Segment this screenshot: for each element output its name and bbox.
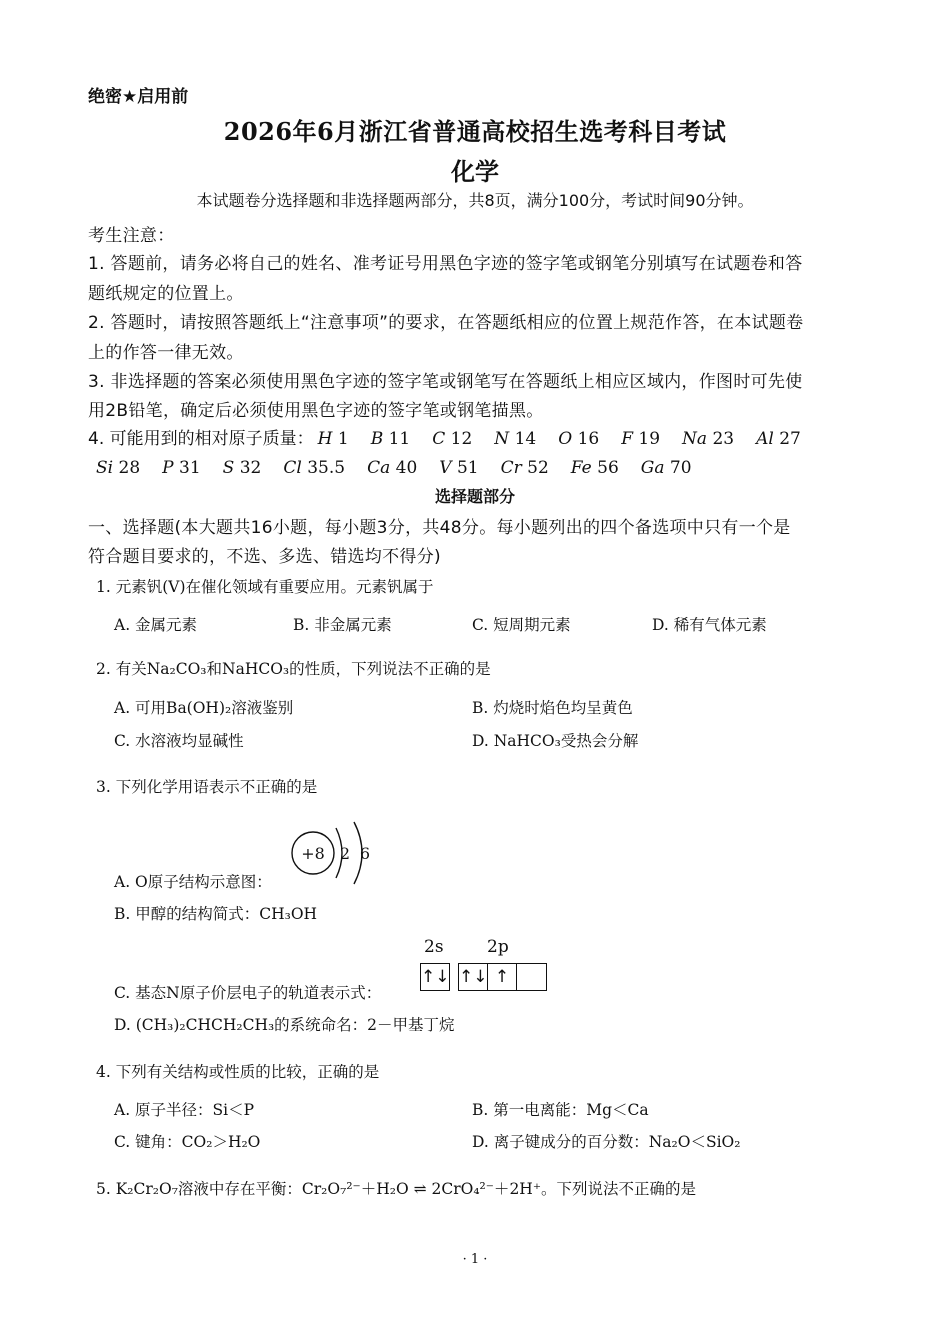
notice-item-2-line-1: 2. 答题时，请按照答题纸上“注意事项”的要求，在答题纸相应的位置上规范作答，在本试题卷 — [88, 313, 804, 333]
notice-item-3-line-1: 3. 非选择题的答案必须使用黑色字迹的签字笔或钢笔写在答题纸上相应区域内，作图时可先使 — [88, 372, 803, 392]
atomic-mass-list — [88, 425, 878, 483]
orbital-cell-2s: ↑↓ — [421, 967, 450, 987]
orbital-box-2p — [458, 963, 547, 991]
atomic-mass-entry: Cl 35.5 — [283, 458, 346, 478]
question-4-stem: 4. 下列有关结构或性质的比较，正确的是 — [96, 1063, 380, 1081]
atomic-mass-entry: Fe 56 — [570, 458, 619, 478]
notice-heading: 考生注意： — [88, 226, 175, 246]
question-1-option-d: D. 稀有气体元素 — [652, 616, 767, 634]
orbital-label-2p: 2p — [487, 937, 509, 957]
question-4-option-b: B. 第一电离能：Mg＜Ca — [472, 1101, 649, 1119]
question-3-option-a: A. O原子结构示意图： — [114, 873, 272, 891]
exam-intro: 本试题卷分选择题和非选择题两部分，共8页，满分100分，考试时间90分钟。 — [196, 191, 754, 210]
question-2-option-a: A. 可用Ba(OH)₂溶液鉴别 — [114, 699, 294, 717]
question-4-option-d: D. 离子键成分的百分数：Na₂O＜SiO₂ — [472, 1133, 741, 1151]
notice-item-3-line-2: 用2B铅笔，确定后必须使用黑色字迹的签字笔或钢笔描黑。 — [88, 401, 544, 421]
atomic-mass-entry: C 12 — [432, 429, 473, 449]
orbital-cell-2p-2: ↑ — [488, 964, 517, 990]
part1-instructions-line-1: 一、选择题(本大题共16小题，每小题3分，共48分。每小题列出的四个备选项中只有一个是 — [88, 518, 791, 538]
question-1-option-a: A. 金属元素 — [114, 616, 198, 634]
atomic-mass-entry: Ga 70 — [640, 458, 692, 478]
atomic-mass-entry: Ca 40 — [367, 458, 418, 478]
nucleus-charge: +8 — [301, 844, 325, 863]
question-3-stem: 3. 下列化学用语表示不正确的是 — [96, 778, 318, 796]
atomic-mass-entry: S 32 — [222, 458, 262, 478]
atomic-mass-entry: P 31 — [162, 458, 201, 478]
atomic-mass-entry: Cr 52 — [500, 458, 549, 478]
atomic-mass-entry: Al 27 — [756, 429, 801, 449]
atomic-mass-prefix: 4. 可能用到的相对原子质量： — [88, 429, 314, 449]
question-2-option-d: D. NaHCO₃受热会分解 — [472, 732, 639, 750]
exam-title: 2026年6月浙江省普通高校招生选考科目考试 — [223, 117, 727, 146]
question-4-option-c: C. 键角：CO₂＞H₂O — [114, 1133, 261, 1151]
atomic-mass-entry: V 51 — [439, 458, 479, 478]
atomic-mass-entry: Na 23 — [682, 429, 735, 449]
shell-1-electrons: 2 — [339, 844, 351, 863]
confidential-label: 绝密★启用前 — [88, 87, 189, 107]
atomic-mass-entry: N 14 — [494, 429, 537, 449]
orbital-cell-2p-3 — [517, 964, 546, 990]
question-2-option-c: C. 水溶液均显碱性 — [114, 732, 244, 750]
page-number: · 1 · — [462, 1252, 488, 1267]
question-3-option-d: D. (CH₃)₂CHCH₂CH₃的系统命名：2－甲基丁烷 — [114, 1016, 455, 1034]
shell-2-electrons: 6 — [359, 844, 371, 863]
subject-title: 化学 — [451, 158, 499, 186]
atomic-mass-entry: B 11 — [370, 429, 411, 449]
question-4-option-a: A. 原子半径：Si＜P — [114, 1101, 255, 1119]
question-3-option-b: B. 甲醇的结构简式：CH₃OH — [114, 905, 318, 923]
atomic-mass-entry: F 19 — [621, 429, 661, 449]
oxygen-atom-diagram — [288, 818, 378, 888]
orbital-box-2s — [420, 963, 450, 991]
question-1-stem: 1. 元素钒(V)在催化领域有重要应用。元素钒属于 — [96, 578, 434, 596]
part1-instructions-line-2: 符合题目要求的，不选、多选、错选均不得分) — [88, 547, 441, 567]
atomic-mass-entry: Si 28 — [96, 458, 141, 478]
question-2-option-b: B. 灼烧时焰色均呈黄色 — [472, 699, 633, 717]
section-title: 选择题部分 — [434, 487, 515, 506]
notice-item-1-line-1: 1. 答题前，请务必将自己的姓名、准考证号用黑色字迹的签字笔或钢笔分别填写在试题卷和答 — [88, 254, 803, 274]
orbital-label-2s: 2s — [424, 937, 444, 957]
question-5-stem: 5. K₂Cr₂O₇溶液中存在平衡：Cr₂O₇²⁻＋H₂O ⇌ 2CrO₄²⁻＋2H⁺。下列说法不正确的是 — [96, 1180, 696, 1198]
question-3-option-c: C. 基态N原子价层电子的轨道表示式： — [114, 984, 382, 1002]
notice-item-1-line-2: 题纸规定的位置上。 — [88, 284, 244, 304]
atomic-mass-entry: H 1 — [317, 429, 349, 449]
notice-item-2-line-2: 上的作答一律无效。 — [88, 343, 244, 363]
atomic-mass-entry: O 16 — [558, 429, 600, 449]
question-1-option-b: B. 非金属元素 — [293, 616, 392, 634]
question-2-stem: 2. 有关Na₂CO₃和NaHCO₃的性质，下列说法不正确的是 — [96, 660, 491, 678]
question-1-option-c: C. 短周期元素 — [472, 616, 571, 634]
orbital-cell-2p-1: ↑↓ — [459, 964, 488, 990]
